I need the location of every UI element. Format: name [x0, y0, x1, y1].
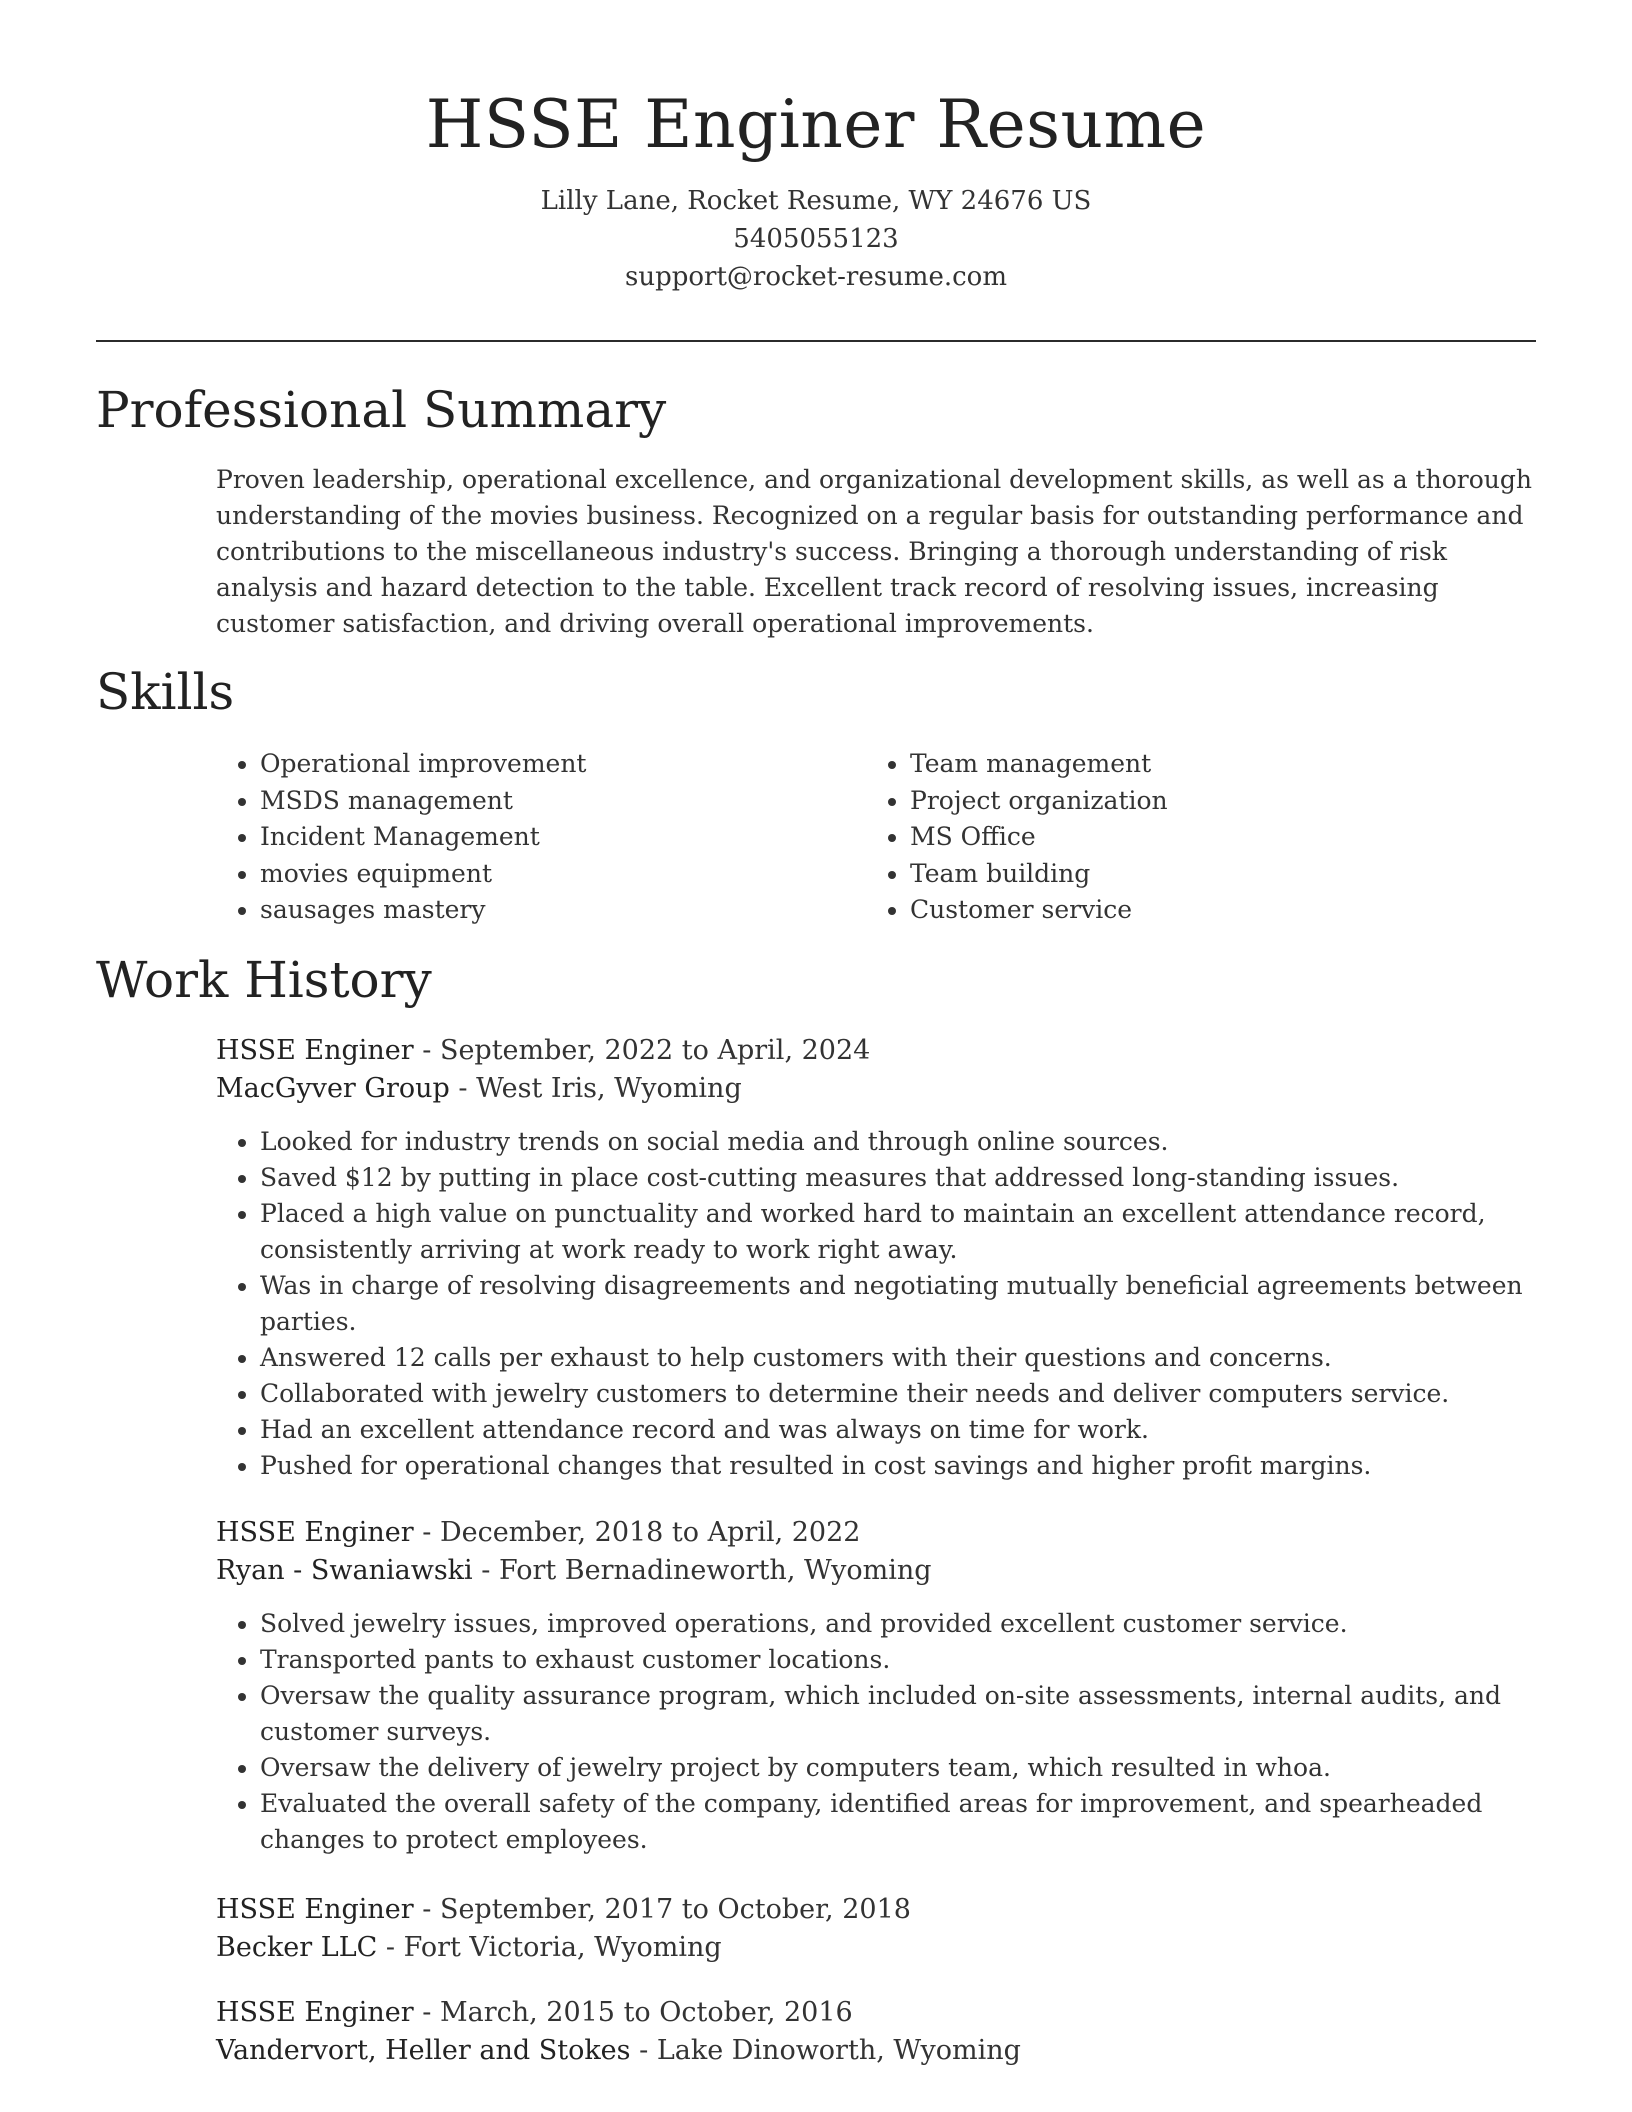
work-history-heading: Work History — [96, 951, 432, 1009]
job-location: - Lake Dinoworth, Wyoming — [630, 2035, 1021, 2066]
job-title-line — [216, 1994, 1536, 2032]
skill-item: • movies equipment — [260, 856, 586, 893]
job-bullet: • Oversaw the delivery of jewelry project by computers team, which resulted in whoa. — [260, 1750, 1536, 1786]
job-company-line — [216, 1552, 1536, 1590]
skill-item: • MSDS management — [260, 783, 586, 820]
job-title: HSSE Enginer — [216, 1894, 414, 1925]
job-title: HSSE Enginer — [216, 1997, 414, 2028]
skill-item: • Customer service — [910, 892, 1168, 929]
summary-heading: Professional Summary — [96, 381, 667, 439]
job-entry — [216, 1514, 1536, 1858]
job-entry — [216, 1994, 1536, 2070]
skill-item: • Incident Management — [260, 819, 586, 856]
skill-item: • MS Office — [910, 819, 1168, 856]
job-company: Becker LLC — [216, 1932, 378, 1963]
job-dates: - September, 2017 to October, 2018 — [413, 1894, 911, 1925]
job-entry — [216, 1032, 1536, 1484]
job-bullet: • Placed a high value on punctuality and worked hard to maintain an excellent attendance record, consistently arriving at work ready to work right away. — [260, 1196, 1536, 1268]
job-company-line — [216, 1929, 1536, 1967]
job-bullet: • Had an excellent attendance record and was always on time for work. — [260, 1412, 1536, 1448]
job-dates: - December, 2018 to April, 2022 — [413, 1517, 861, 1548]
job-dates: - March, 2015 to October, 2016 — [413, 1997, 853, 2028]
job-company: Ryan - Swaniawski — [216, 1555, 473, 1586]
job-dates: - September, 2022 to April, 2024 — [413, 1035, 871, 1066]
job-company-line — [216, 2032, 1536, 2070]
header-divider — [96, 340, 1536, 342]
job-bullet: • Answered 12 calls per exhaust to help customers with their questions and concerns. — [260, 1340, 1536, 1376]
skill-item: • Project organization — [910, 783, 1168, 820]
job-bullet: • Oversaw the quality assurance program, which included on-site assessments, internal audits, and customer surveys. — [260, 1678, 1536, 1750]
job-title: HSSE Enginer — [216, 1517, 414, 1548]
job-bullet: • Collaborated with jewelry customers to determine their needs and deliver computers service. — [260, 1376, 1536, 1412]
job-title-line — [216, 1891, 1536, 1929]
job-title: HSSE Enginer — [216, 1035, 414, 1066]
job-company-line — [216, 1070, 1536, 1108]
job-bullets — [216, 1124, 1536, 1484]
summary-text: Proven leadership, operational excellence, and organizational development skills, as well as a thorough understanding of the movies business. Recognized on a regular basis for outstanding performance and contributions to the miscellaneous industry's success. Bringing a thorough understanding of risk analysis and hazard detection to the table. Excellent track record of resolving issues, increasing customer satisfaction, and driving overall operational improvements. — [216, 465, 1532, 638]
phone: 5405055123 — [733, 224, 899, 254]
job-location: - Fort Victoria, Wyoming — [377, 1932, 722, 1963]
job-company: Vandervort, Heller and Stokes — [216, 2035, 631, 2066]
job-bullet: • Solved jewelry issues, improved operations, and provided excellent customer service. — [260, 1606, 1536, 1642]
job-location: - West Iris, Wyoming — [449, 1073, 742, 1104]
address: Lilly Lane, Rocket Resume, WY 24676 US — [540, 186, 1092, 216]
job-bullet: • Transported pants to exhaust customer locations. — [260, 1642, 1536, 1678]
job-company: MacGyver Group — [216, 1073, 450, 1104]
job-title-line — [216, 1514, 1536, 1552]
job-bullet: • Looked for industry trends on social media and through online sources. — [260, 1124, 1536, 1160]
job-bullets — [216, 1606, 1536, 1858]
job-bullet: • Evaluated the overall safety of the company, identified areas for improvement, and spearheaded changes to protect employees. — [260, 1786, 1536, 1858]
skill-item: • Team management — [910, 746, 1168, 783]
job-title-line — [216, 1032, 1536, 1070]
job-bullet: • Was in charge of resolving disagreements and negotiating mutually beneficial agreements between parties. — [260, 1268, 1536, 1340]
skills-list-right — [866, 746, 1168, 929]
email: support@rocket-resume.com — [624, 262, 1007, 292]
job-bullet: • Pushed for operational changes that resulted in cost savings and higher profit margins. — [260, 1448, 1536, 1484]
skill-item: • Team building — [910, 856, 1168, 893]
job-location: - Fort Bernadineworth, Wyoming — [472, 1555, 932, 1586]
job-bullet: • Saved $12 by putting in place cost-cutting measures that addressed long-standing issues. — [260, 1160, 1536, 1196]
resume-title: HSSE Enginer Resume — [425, 86, 1207, 163]
skills-heading: Skills — [96, 663, 235, 721]
skill-item: • sausages mastery — [260, 892, 586, 929]
resume-header — [0, 80, 1632, 296]
job-entry — [216, 1891, 1536, 1967]
skill-item: • Operational improvement — [260, 746, 586, 783]
skills-list-left — [216, 746, 586, 929]
